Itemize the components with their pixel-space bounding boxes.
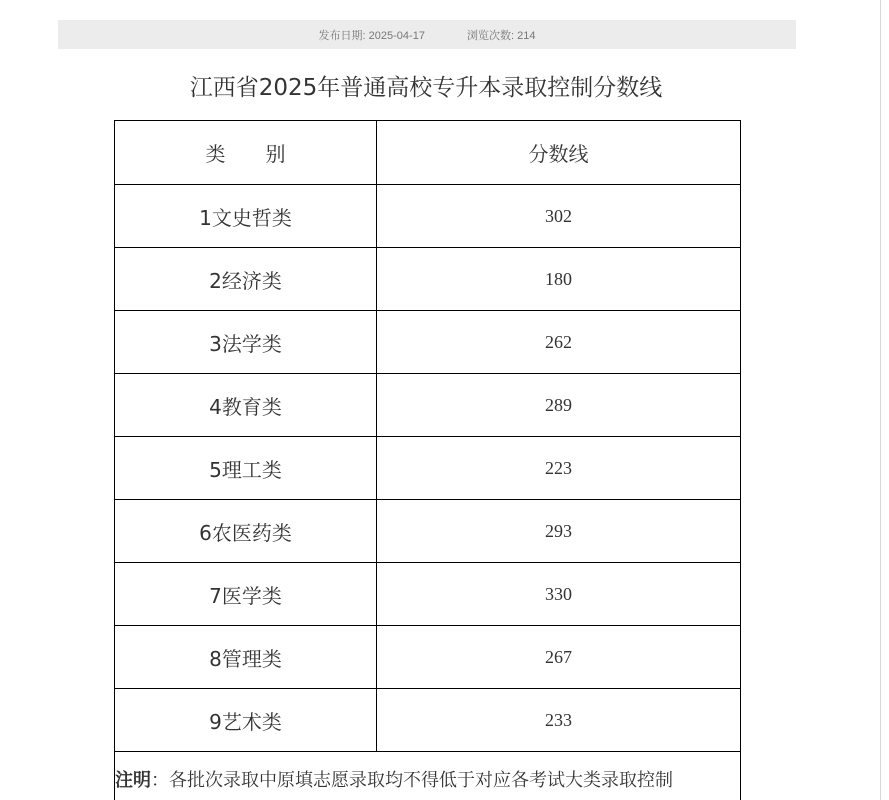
table-row	[115, 626, 741, 689]
category-cell: 2经济类	[115, 248, 377, 311]
table-row	[115, 311, 741, 374]
table-header-row	[115, 121, 741, 185]
category-cell: 8管理类	[115, 626, 377, 689]
category-cell: 3法学类	[115, 311, 377, 374]
publish-date-value: 2025-04-17	[368, 29, 425, 42]
publish-date	[319, 27, 425, 43]
note-cell	[115, 752, 741, 800]
category-cell: 6农医药类	[115, 500, 377, 563]
table-row	[115, 500, 741, 563]
view-count-label: 浏览次数:	[466, 29, 515, 42]
page-border	[880, 0, 881, 800]
score-cell: 233	[377, 689, 741, 752]
table-row	[115, 374, 741, 437]
score-cell: 289	[377, 374, 741, 437]
score-table	[114, 120, 741, 800]
score-cell: 330	[377, 563, 741, 626]
header-score: 分数线	[377, 121, 741, 185]
view-count	[467, 27, 535, 43]
note-label: 注明	[115, 770, 151, 791]
table-row	[115, 185, 741, 248]
article-title: 江西省2025年普通高校专升本录取控制分数线	[189, 75, 663, 101]
category-cell: 4教育类	[115, 374, 377, 437]
note-row	[115, 752, 741, 800]
score-cell: 293	[377, 500, 741, 563]
table-row	[115, 437, 741, 500]
table-row	[115, 563, 741, 626]
category-cell: 9艺术类	[115, 689, 377, 752]
score-cell: 267	[377, 626, 741, 689]
table-row	[115, 248, 741, 311]
table-row	[115, 689, 741, 752]
view-count-value: 214	[517, 29, 536, 42]
category-cell: 1文史哲类	[115, 185, 377, 248]
score-cell: 223	[377, 437, 741, 500]
note-text: ：各批次录取中原填志愿录取均不得低于对应各考试大类录取控制	[151, 770, 673, 791]
score-cell: 302	[377, 185, 741, 248]
header-category: 类 别	[115, 121, 377, 185]
publish-date-label: 发布日期:	[318, 29, 366, 42]
score-cell: 262	[377, 311, 741, 374]
score-cell: 180	[377, 248, 741, 311]
category-cell: 7医学类	[115, 563, 377, 626]
category-cell: 5理工类	[115, 437, 377, 500]
article-meta-bar	[58, 20, 796, 49]
